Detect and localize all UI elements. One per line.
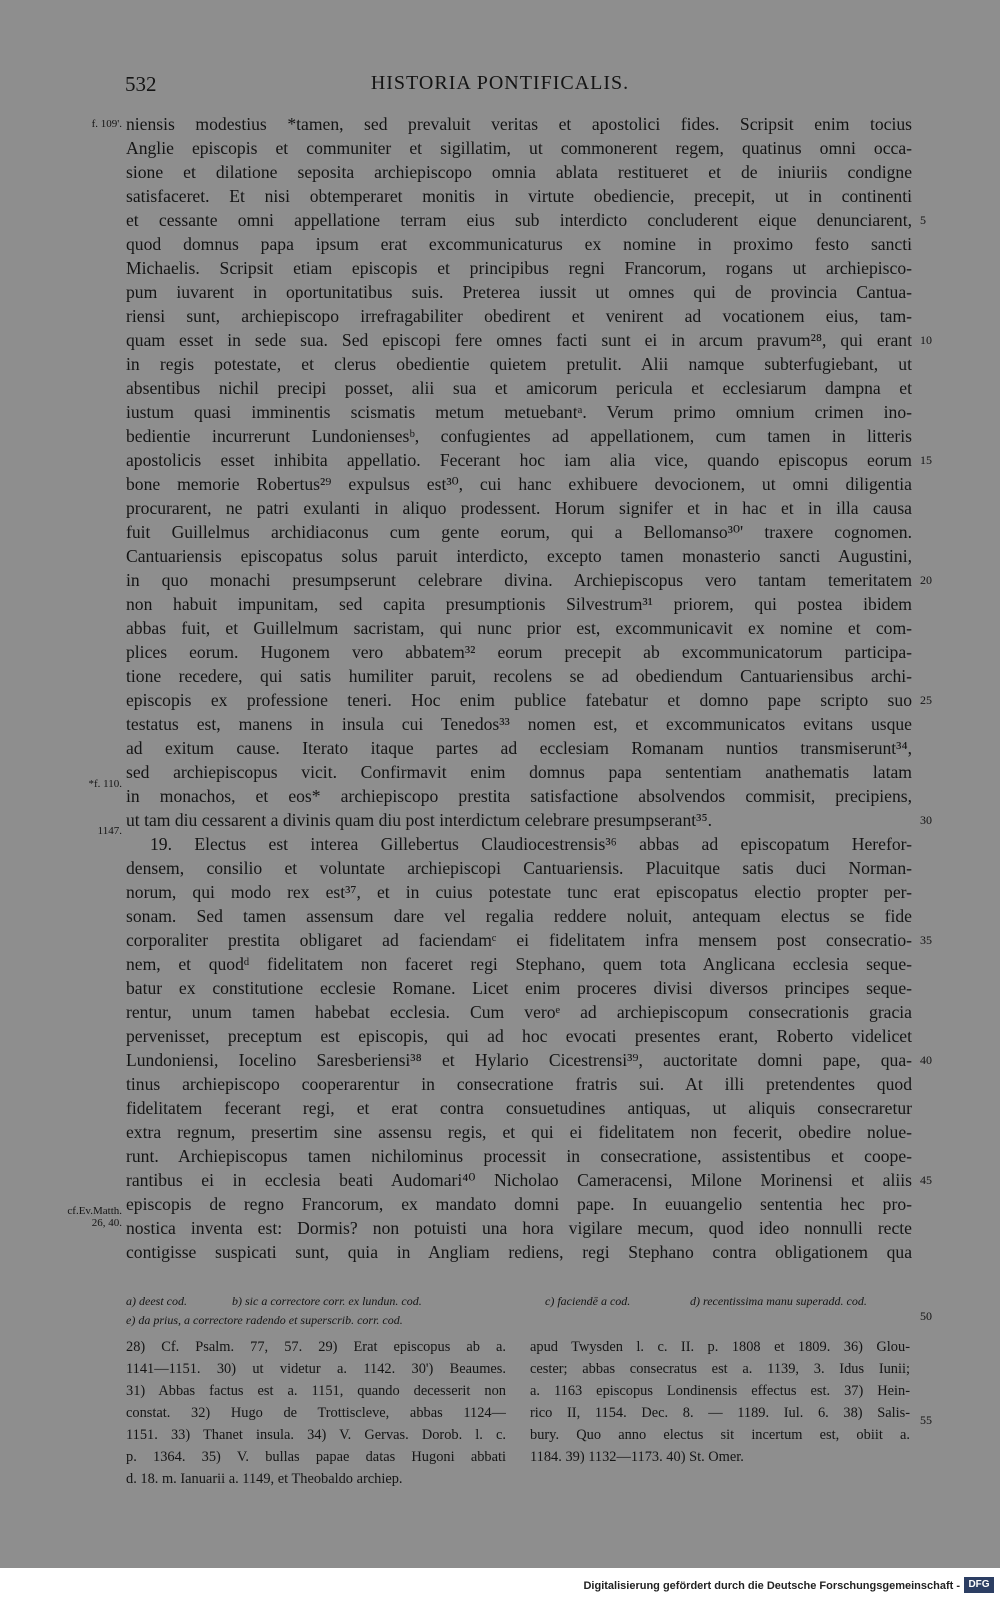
- critical-note: c) faciendē a cod.: [545, 1294, 631, 1308]
- text-line: nem, et quodᵈ fidelitatem non faceret regi Stephano, quem tota Anglicana ecclesia seque-: [126, 954, 912, 974]
- margin-reference-note: [30, 1205, 122, 1229]
- text-line: testatus est, manens in insula cui Tenedos³³ nomen est, et excommunicatos evitans usque: [126, 714, 912, 734]
- footnote-line: a. 1163 episcopus Londinensis effectus est. 37) Hein-: [530, 1383, 910, 1399]
- margin-reference-line: cf.Ev.Matth.: [67, 1205, 122, 1217]
- footnote-line: d. 18. m. Ianuarii a. 1149, et Theobaldo archiep.: [126, 1471, 403, 1487]
- page-header: [0, 72, 1000, 100]
- text-line: non habuit impunitam, sed capita presumptionis Silvestrum³¹ priorem, qui postea ibidem: [126, 594, 912, 614]
- text-line: in monachos, et eos* archiepiscopo prestita satisfactione absolvendos commisit, precipiens,: [126, 786, 912, 806]
- text-line: plices eorum. Hugonem vero abbatem³² eorum precepit ab excommunicatorum participa-: [126, 642, 912, 662]
- text-line: sonam. Sed tamen assensum dare vel regalia reddere noluit, antequam electus se fide: [126, 906, 912, 926]
- text-line: tinus archiepiscopo cooperarentur in consecratione fratris sui. At illi pretendentes quod: [126, 1074, 912, 1094]
- footnote-line: apud Twysden l. c. II. p. 1808 et 1809. 36) Glou-: [530, 1339, 910, 1355]
- footnote-line: 31) Abbas factus est a. 1151, quando decesserit non: [126, 1383, 506, 1399]
- text-line: absentibus nichil precipi posset, alii sua et amicorum pericula et ecclesiarum dampna et: [126, 378, 912, 398]
- text-line: episcopis ex professione teneri. Hoc enim publice fatebatur et domno pape scripto suo: [126, 690, 912, 710]
- text-line: corporaliter prestita obligaret ad faciendamᶜ ei fidelitatem infra mensem post consecratio-: [126, 930, 912, 950]
- text-line: sione et dilatione seposita archiepiscopo omnia ablata restitueret et de iniuriis condigne: [126, 162, 912, 182]
- footnote-line: 1151. 33) Thanet insula. 34) V. Gervas. Dorob. l. c.: [126, 1427, 506, 1443]
- text-line: niensis modestius *tamen, sed prevaluit veritas et apostolici fides. Scripsit enim tocius: [126, 114, 912, 134]
- text-line: norum, qui modo rex est³⁷, et in cuius potestate tunc erat episcopatus electio propter per-: [126, 882, 912, 902]
- footnote-line: rico II, 1154. Dec. 8. — 1189. Iul. 6. 38) Salis-: [530, 1405, 910, 1421]
- text-line: tione recedere, qui satis humiliter paruit, recolens se ad obediendum Cantuariensibus archi-: [126, 666, 912, 686]
- text-line: extra regnum, presertim sine assensu regis, et qui ei fidelitatem non fecerit, obedire nolue-: [126, 1122, 912, 1142]
- line-number: 30: [920, 813, 932, 827]
- text-line: quam esset in sede sua. Sed episcopi fere omnes facti sunt ei in arcum pravum²⁸, qui erant: [126, 330, 912, 350]
- margin-reference-line: 26, 40.: [91, 1217, 122, 1229]
- text-line: rantibus ei in ecclesia beati Audomari⁴⁰ Nicholao Cameracensi, Milone Morinensi et aliis: [126, 1170, 912, 1190]
- text-line: Michaelis. Scripsit etiam episcopis et principibus regni Francorum, rogans ut archiepisco-: [126, 258, 912, 278]
- text-line: Cantuariensis episcopatus solus paruit interdicto, excepto tamen monasterio sancti Augustini,: [126, 546, 912, 566]
- text-line: [126, 1264, 912, 1288]
- line-number: 20: [920, 573, 932, 587]
- line-number: 50: [920, 1309, 932, 1323]
- critical-note: b) sic a correctore corr. ex lundun. cod.: [232, 1294, 422, 1308]
- critical-note: d) recentissima manu superadd. cod.: [690, 1294, 867, 1308]
- page-number: 532: [125, 72, 157, 96]
- footnote-line: bury. Quo anno electus sit incertum est, obiit a.: [530, 1427, 910, 1443]
- line-number: 25: [920, 693, 932, 707]
- line-number: 40: [920, 1053, 932, 1067]
- footnote-line: cester; abbas consecratus est a. 1139, 3. Idus Iunii;: [530, 1361, 910, 1377]
- line-number: 45: [920, 1173, 932, 1187]
- text-line: apostolicis esset inhibita appellatio. Fecerant hoc iam alia vice, quando episcopus eorum: [126, 450, 912, 470]
- text-line: quod domnus papa ipsum erat excommunicaturus ex nomine in proximo festo sancti: [126, 234, 912, 254]
- footnote-line: 1184. 39) 1132—1173. 40) St. Omer.: [530, 1449, 744, 1465]
- line-number: 15: [920, 453, 932, 467]
- margin-year-note: 1147.: [97, 825, 122, 837]
- line-number: 55: [920, 1413, 932, 1427]
- text-line: contigisse suspicati sunt, quia in Angliam rediens, regi Stephano contra obligationem qua: [126, 1242, 912, 1262]
- text-line: 19. Electus est interea Gillebertus Claudiocestrensis³⁶ abbas ad episcopatum Herefor-: [150, 834, 912, 854]
- line-number: 35: [920, 933, 932, 947]
- text-line: bedientie incurrerunt Lundoniensesᵇ, confugientes ad appellationem, cum tamen in litteris: [126, 426, 912, 446]
- text-line: nostica inventa est: Dormis? non potuisti una hora vigilare mecum, quod ideo nonnulli recte: [126, 1218, 912, 1238]
- text-line: densem, consilio et voluntate archiepiscopi Cantuariensis. Placuitque satis duci Norman-: [126, 858, 912, 878]
- text-line: pum iuvarent in oportunitatibus suis. Preterea iussit ut omnes qui de provincia Cantua-: [126, 282, 912, 302]
- footnote-line: 1141—1151. 30) ut videtur a. 1142. 30') Beaumes.: [126, 1361, 506, 1377]
- text-line: riensi sunt, archiepiscopo irrefragabiliter obedirent et venirent ad vocationem eius, tam-: [126, 306, 912, 326]
- text-line: abbas fuit, et Guillelmum sacristam, qui nunc prior est, excommunicavit ex nomine et com-: [126, 618, 912, 638]
- critical-note: a) deest cod.: [126, 1294, 187, 1308]
- text-line: iustum quasi imminentis scismatis metum metuebantᵃ. Verum primo omnium crimen ino-: [126, 402, 912, 422]
- dfg-logo: DFG: [964, 1577, 994, 1593]
- text-line: batur ex constitutione ecclesie Romane. Licet enim proceres divisi diversos principes seque-: [126, 978, 912, 998]
- critical-note: e) da prius, a correctore radendo et superscrib. corr. cod.: [126, 1313, 403, 1327]
- line-number: 10: [920, 333, 932, 347]
- margin-folio-note: *f. 110.: [88, 778, 122, 790]
- text-line: satisfaceret. Et nisi obtemperaret monitis in virtute obediencie, precepit, ut in continenti: [126, 186, 912, 206]
- footnote-line: constat. 32) Hugo de Trottiscleve, abbas 1124—: [126, 1405, 506, 1421]
- text-line: ut tam diu cessarent a divinis quam diu post interdictum celebrare presumpserant³⁵.: [126, 810, 712, 830]
- text-line: Lundoniensi, Iocelino Saresberiensi³⁸ et Hylario Cicestrensi³⁹, auctoritate domni pape, qua-: [126, 1050, 912, 1070]
- text-line: episcopis de regno Francorum, ex mandato domni pape. In euuangelio sententia hec pro-: [126, 1194, 912, 1214]
- margin-folio-note: f. 109'.: [91, 118, 122, 130]
- footnote-line: 28) Cf. Psalm. 77, 57. 29) Erat episcopus ab a.: [126, 1339, 506, 1355]
- credit-text: Digitalisierung gefördert durch die Deutsche Forschungsgemeinschaft -: [583, 1580, 960, 1592]
- text-line: sed archiepiscopus vicit. Confirmavit enim domnus papa sententiam anathematis latam: [126, 762, 912, 782]
- footnote-line: p. 1364. 35) V. bullas papae datas Hugoni abbati: [126, 1449, 506, 1465]
- text-line: rentur, unum tamen habebat ecclesia. Cum veroᵉ ad archiepiscopum consecrationis gracia: [126, 1002, 912, 1022]
- text-line: fidelitatem fecerant regi, et erat contra consuetudines antiquas, ut aliquis consecraretur: [126, 1098, 912, 1118]
- line-number: 5: [920, 213, 926, 227]
- text-line: procurarent, ne patri exulanti in aliquo prodessent. Horum signifer et in hac et in illa causa: [126, 498, 912, 518]
- digitization-credit-bar: [0, 1568, 1000, 1601]
- text-line: ad exitum cause. Iterato itaque partes ad ecclesiam Romanam nuntios transmiserunt³⁴,: [126, 738, 912, 758]
- text-line: in quo monachi presumpserunt celebrare divina. Archiepiscopus vero tantam temeritatem: [126, 570, 912, 590]
- text-line: fuit Guillelmus archidiaconus cum gente eorum, qui a Bellomanso³⁰' traxere cognomen.: [126, 522, 912, 542]
- text-line: pervenisset, preceptum est episcopis, qui ad hoc evocati presentes erant, Roberto videlicet: [126, 1026, 912, 1046]
- text-line: et cessante omni appellatione terram eius sub interdicto concluderent eique denunciarent,: [126, 210, 912, 230]
- text-line: runt. Archiepiscopus tamen nichilominus processit in consecratione, assistentibus et coope-: [126, 1146, 912, 1166]
- running-head: HISTORIA PONTIFICALIS.: [370, 72, 630, 94]
- text-line: Anglie episcopis et communiter et sigillatim, ut commonerent regem, quatinus omni occa-: [126, 138, 912, 158]
- text-line: in regis potestate, et clerus obedientie quietem pretulit. Alii namque subterfugiebant, ut: [126, 354, 912, 374]
- text-line: bone memorie Robertus²⁹ expulsus est³⁰, cui hanc exhibuere devocionem, ut omni diligentia: [126, 474, 912, 494]
